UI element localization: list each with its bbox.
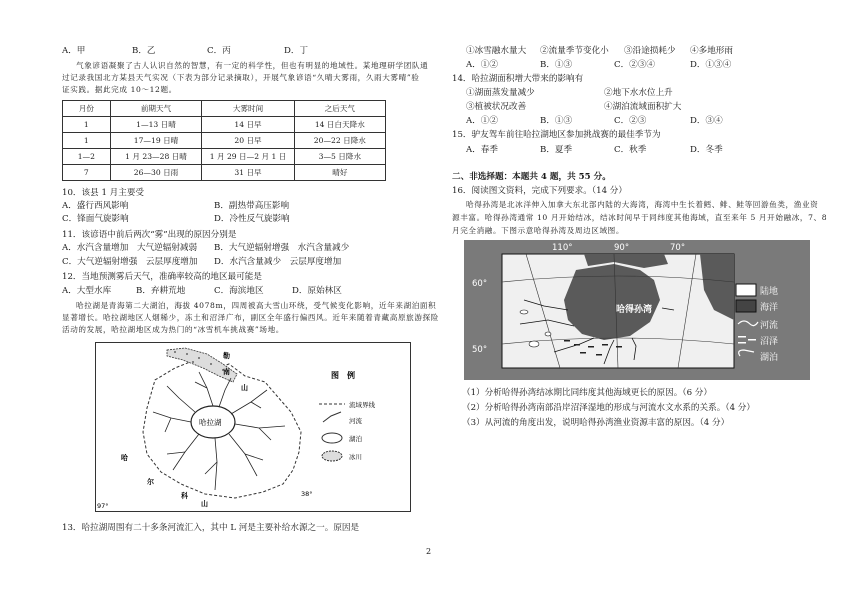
lat-label-60: 60°	[472, 279, 488, 289]
table-header: 之后天气	[294, 101, 385, 117]
q11-option-a: A．水汽含量增加 大气逆辐射减弱	[62, 243, 198, 253]
q14-option-d: D．③④	[690, 116, 723, 126]
table-header: 月份	[63, 101, 111, 117]
question-15: 15．驴友驾车前往哈拉湖地区参加挑战赛的最佳季节为	[452, 130, 661, 140]
table-cell: 3—5 日降水	[294, 149, 385, 165]
hala-lake-map	[95, 342, 411, 512]
q15-option-d: D．冬季	[690, 145, 723, 155]
q12-option-c: C．海滨地区	[214, 286, 264, 296]
q12-option-b: B．弃耕荒地	[136, 286, 186, 296]
q14-item-2: ②地下水水位上升	[604, 88, 673, 98]
passage-hala-lake-line3: 活动的发展，哈拉湖地区成为热门的“冰雪机车挑战赛”场地。	[62, 325, 284, 334]
q10-option-a: A．盛行西风影响	[62, 201, 129, 211]
q14-option-b: B．①③	[540, 116, 573, 126]
q9-option-a: A．甲	[62, 46, 86, 56]
table-cell: 14 日白天降水	[294, 117, 385, 133]
table-cell: 26—30 日雨	[110, 165, 202, 181]
map-label-shan-south: 山	[201, 500, 208, 508]
q14-item-1: ①湖面蒸发量减少	[466, 88, 535, 98]
q16-subquestion-1: （1）分析哈得孙湾结冰期比同纬度其他海域更长的原因。（6 分）	[462, 388, 712, 398]
table-row	[63, 149, 386, 165]
table-cell: 7	[63, 165, 111, 181]
table-header: 大雾时间	[202, 101, 294, 117]
table-row	[63, 117, 386, 133]
longitude-label: 97°	[97, 502, 109, 510]
passage-fog-proverb-line3: 证实践。据此完成 10～12题。	[62, 85, 177, 94]
q13-item-4: ④多地形雨	[690, 46, 733, 56]
q13-item-1: ①冰雪融水量大	[466, 46, 527, 56]
lon-label-110: 110°	[552, 243, 573, 253]
table-row	[63, 165, 386, 181]
question-13: 13．哈拉湖周围有二十多条河流汇入，其中 L 河是主要补给水源之一。原因是	[62, 523, 360, 533]
q14-item-4: ④湖泊流域面积扩大	[604, 102, 682, 112]
q16-subquestion-3: （3）从河流的角度出发，说明哈得孙湾渔业资源丰富的原因。（4 分）	[462, 418, 730, 428]
table-cell: 1—13 日晴	[110, 117, 202, 133]
lon-label-90: 90°	[614, 243, 630, 253]
legend-lake: 湖泊	[760, 353, 779, 363]
legend-glacier: 冰川	[349, 453, 362, 461]
q11-option-b: B．大气逆辐射增强 水汽含量减少	[214, 243, 350, 253]
passage-fog-proverb-line2: 过记录我国北方某县天气实况（下表为部分记录摘取），开展气象谚语“久晴大雾雨，久雨大雾晴”验	[62, 73, 420, 82]
passage-hudson-bay-line1: 哈得孙湾是北冰洋伸入加拿大东北部内陆的大海湾，海湾中生长着鳕、鲱、鲑等回游鱼类，渔业资	[466, 200, 819, 209]
passage-hudson-bay-line3: 月完全消融。下图示意哈得孙湾及周边区域图。	[452, 226, 625, 235]
table-cell: 1	[63, 117, 111, 133]
q14-option-c: C．②③	[614, 116, 647, 126]
table-cell: 1 月 23—28 日晴	[110, 149, 202, 165]
map-label-er: 尔	[147, 478, 154, 486]
table-cell: 31 日早	[202, 165, 294, 181]
q9-option-d: D．丁	[284, 46, 309, 56]
q10-option-c: C．锋面气旋影响	[62, 214, 129, 224]
passage-hala-lake-line1: 哈拉湖是青海第二大湖泊，海拔 4078m，四周被高大雪山环绕，受气候变化影响，近年来湖泊面积	[76, 301, 437, 310]
legend-river: 河流	[760, 321, 779, 331]
legend-ocean: 海洋	[760, 303, 779, 313]
q9-option-b: B．乙	[132, 46, 156, 56]
q10-option-b: B．副热带高压影响	[214, 201, 290, 211]
table-cell: 1	[63, 133, 111, 149]
legend-swamp: 沼泽	[760, 337, 779, 347]
q9-option-c: C．丙	[207, 46, 231, 56]
table-cell: 1—2	[63, 149, 111, 165]
map-label-le: 勒	[223, 352, 230, 360]
passage-hudson-bay-line2: 源丰富。哈得孙湾通常 10 月开始结冰，结冰时间早于同纬度其他海域，直至来年 5 月开始融冰，7、8	[452, 213, 828, 222]
legend-lake: 湖泊	[349, 435, 362, 443]
q13-item-2: ②流量季节变化小	[540, 46, 609, 56]
table-cell: 14 日早	[202, 117, 294, 133]
q13-option-b: B．①③	[540, 60, 573, 70]
legend-river: 河流	[349, 417, 362, 425]
table-header-row	[63, 101, 386, 117]
map-label-nan: 南	[223, 368, 230, 376]
table-cell: 17—19 日晴	[110, 133, 202, 149]
hudson-bay-map	[464, 240, 810, 380]
passage-hala-lake-line2: 显著增长。哈拉湖地区人烟稀少，冻土和沼泽广布，副区全年盛行偏西风。近年来随着青藏高原旅游探险	[62, 313, 439, 322]
q13-option-d: D．①③④	[690, 60, 732, 70]
question-11: 11．该谚语中前后两次“雾”出现的原因分别是	[62, 230, 237, 240]
latitude-label: 38°	[301, 490, 313, 498]
q16-subquestion-2: （2）分析哈得孙湾南部沿岸沼泽湿地的形成与河流水文水系的关系。（4 分）	[462, 403, 755, 413]
q13-option-a: A．①②	[466, 60, 498, 70]
q15-option-c: C．秋季	[614, 145, 647, 155]
q13-item-3: ③沿途损耗少	[624, 46, 676, 56]
legend-land: 陆地	[760, 287, 779, 297]
question-12: 12．当地预测雾后天气，准确率较高的地区最可能是	[62, 272, 262, 282]
table-header: 前期天气	[110, 101, 202, 117]
map-label-ha: 哈	[121, 454, 128, 462]
q12-option-d: D．原始林区	[292, 286, 342, 296]
table-cell: 1 月 29 日—2 月 1 日	[202, 149, 294, 165]
q10-option-d: D．冷性反气旋影响	[214, 214, 290, 224]
q15-option-a: A．春季	[466, 145, 498, 155]
q13-option-c: C．②③④	[614, 60, 655, 70]
question-16: 16．阅读图文资料，完成下列要求。（14 分）	[452, 186, 627, 196]
table-cell: 20 日早	[202, 133, 294, 149]
section-2-heading: 二、非选择题：本题共 4 题，共 55 分。	[452, 172, 611, 182]
q11-option-c: C．大气逆辐射增强 云层厚度增加	[62, 257, 198, 267]
map-label-shan-north: 山	[241, 384, 248, 392]
table-cell: 晴好	[294, 165, 385, 181]
lon-label-70: 70°	[670, 243, 686, 253]
lake-label: 哈拉湖	[199, 418, 222, 427]
legend-title: 图 例	[331, 371, 355, 380]
passage-fog-proverb-line1: 气象谚语凝聚了古人认识自然的智慧，有一定的科学性，但也有明显的地域性。某地理研学团队通	[76, 61, 429, 70]
map-label-ke: 科	[181, 492, 188, 500]
q12-option-a: A．大型水库	[62, 286, 112, 296]
table-cell: 20—22 日降水	[294, 133, 385, 149]
q11-option-d: D．水汽含量减少 云层厚度增加	[214, 257, 342, 267]
lat-label-50: 50°	[472, 345, 488, 355]
question-14: 14．哈拉湖面积增大带来的影响有	[452, 74, 584, 84]
bay-label: 哈得孙湾	[616, 305, 653, 315]
q14-option-a: A．①②	[466, 116, 498, 126]
legend-watershed: 流域界线	[349, 401, 375, 409]
q14-item-3: ③植被状况改善	[466, 102, 527, 112]
q15-option-b: B．夏季	[540, 145, 573, 155]
page-number: 2	[426, 547, 432, 556]
question-10: 10．该县 1 月主要受	[62, 188, 145, 198]
table-row	[63, 133, 386, 149]
weather-record-table	[62, 100, 386, 181]
